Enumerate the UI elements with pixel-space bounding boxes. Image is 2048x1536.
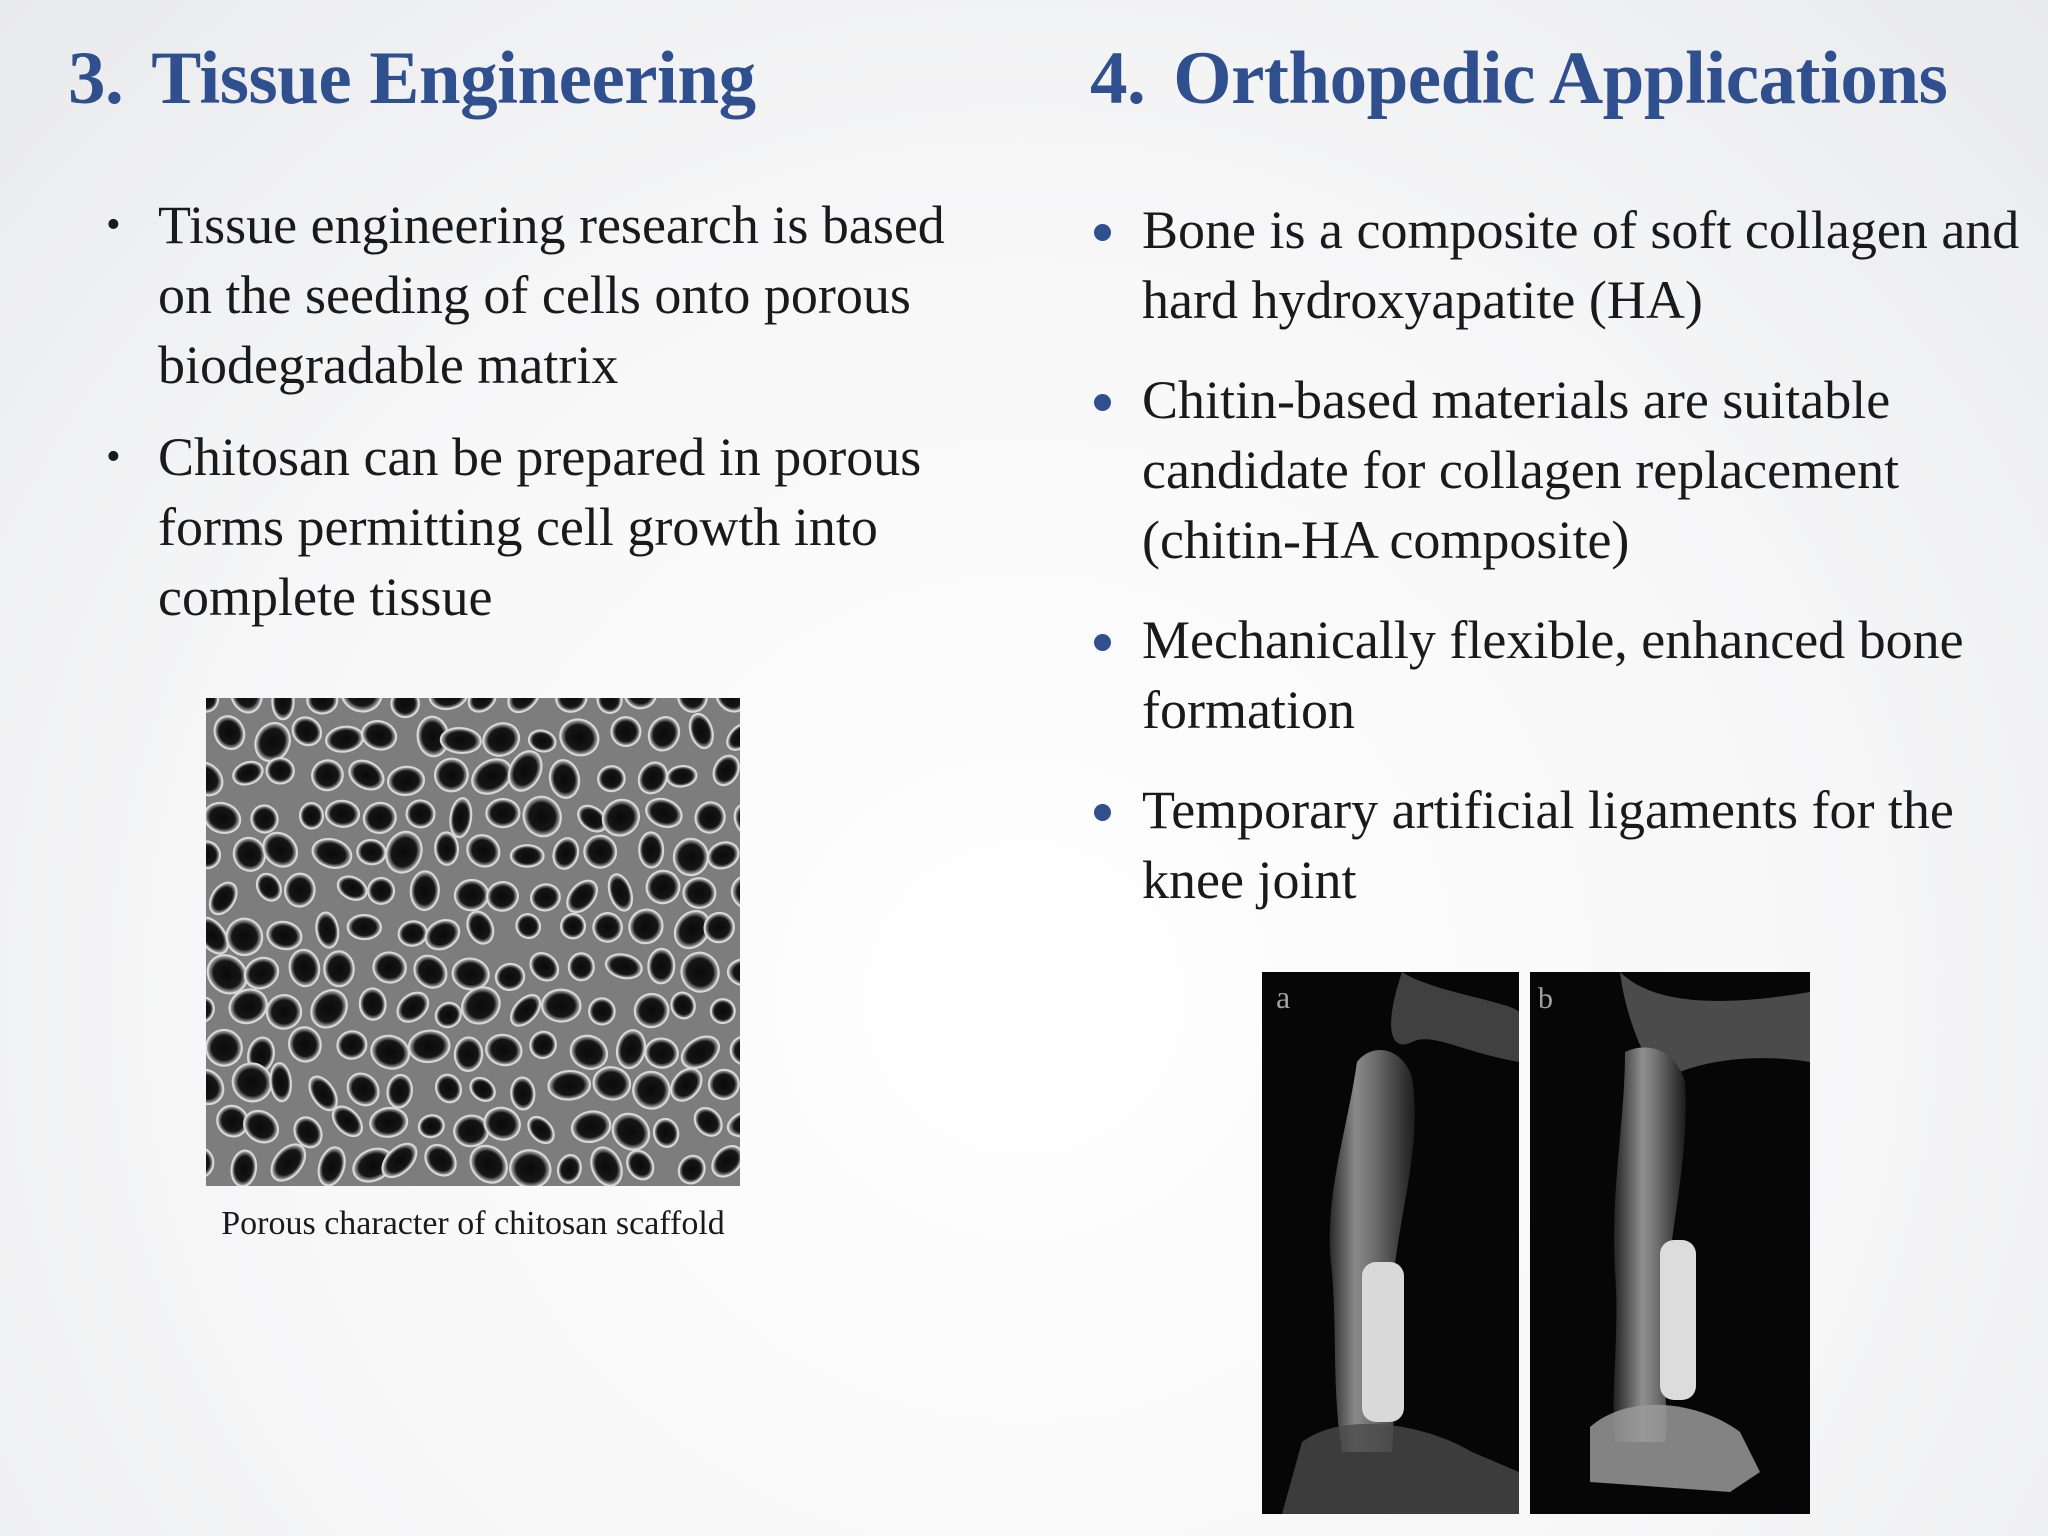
xray-label-b: b	[1538, 982, 1553, 1015]
pore-shape	[648, 948, 675, 983]
femur-xray-graphic-a	[1262, 972, 1519, 1514]
pore-shape	[434, 832, 458, 866]
bullet-dot-icon	[1094, 634, 1111, 651]
right-bullet-list	[1142, 195, 2042, 945]
pore-shape	[347, 915, 381, 940]
pore-shape	[542, 989, 581, 1022]
pore-shape	[511, 845, 544, 867]
pore-shape	[683, 877, 717, 908]
scaffold-caption: Porous character of chitosan scaffold	[221, 1205, 725, 1242]
bullet-dot-icon	[1094, 224, 1111, 241]
pore-shape	[323, 951, 354, 988]
left-bullet-item	[106, 422, 978, 632]
right-bullet-text: Temporary artificial ligaments for the knee joint	[1142, 780, 1954, 910]
right-bullet-item	[1142, 775, 2042, 915]
right-heading	[1090, 36, 1947, 122]
left-bullet-list	[106, 190, 978, 654]
left-heading	[68, 36, 756, 122]
bullet-dot-icon: •	[106, 202, 121, 248]
left-heading-text: Tissue Engineering	[151, 37, 756, 120]
right-bullet-text: Bone is a composite of soft collagen and hard hydroxyapatite (HA)	[1142, 200, 2020, 330]
pore-shape	[410, 871, 440, 911]
right-heading-text: Orthopedic Applications	[1173, 37, 1948, 120]
xray-label-a: a	[1276, 979, 1291, 1015]
pore-shape	[639, 832, 664, 868]
porous-texture-graphic	[206, 698, 740, 1186]
right-bullet-item	[1142, 365, 2042, 575]
xray-image-a	[1262, 972, 1519, 1514]
chitosan-scaffold-image	[206, 698, 740, 1186]
pore-shape	[299, 802, 323, 829]
pore-shape	[568, 953, 594, 981]
right-heading-number: 4.	[1090, 37, 1146, 120]
pore-shape	[486, 799, 520, 828]
right-bullet-item	[1142, 195, 2042, 335]
right-bullet-item	[1142, 605, 2042, 745]
bullet-dot-icon: •	[106, 434, 121, 480]
right-bullet-text: Chitin-based materials are suitable candidate for collagen replacement (chitin-HA composite)	[1142, 370, 1900, 570]
xray-image-b	[1530, 972, 1810, 1514]
left-bullet-text: Tissue engineering research is based on the seeding of cells onto porous biodegradable matrix	[158, 195, 945, 395]
pore-shape	[673, 838, 709, 876]
left-heading-number: 3.	[68, 37, 124, 120]
bullet-dot-icon	[1094, 394, 1111, 411]
left-bullet-item	[106, 190, 978, 400]
bullet-dot-icon	[1094, 804, 1111, 821]
left-bullet-text: Chitosan can be prepared in porous forms permitting cell growth into complete tissue	[158, 427, 922, 627]
right-bullet-text: Mechanically flexible, enhanced bone formation	[1142, 610, 1964, 740]
femur-xray-graphic-b	[1530, 972, 1810, 1514]
